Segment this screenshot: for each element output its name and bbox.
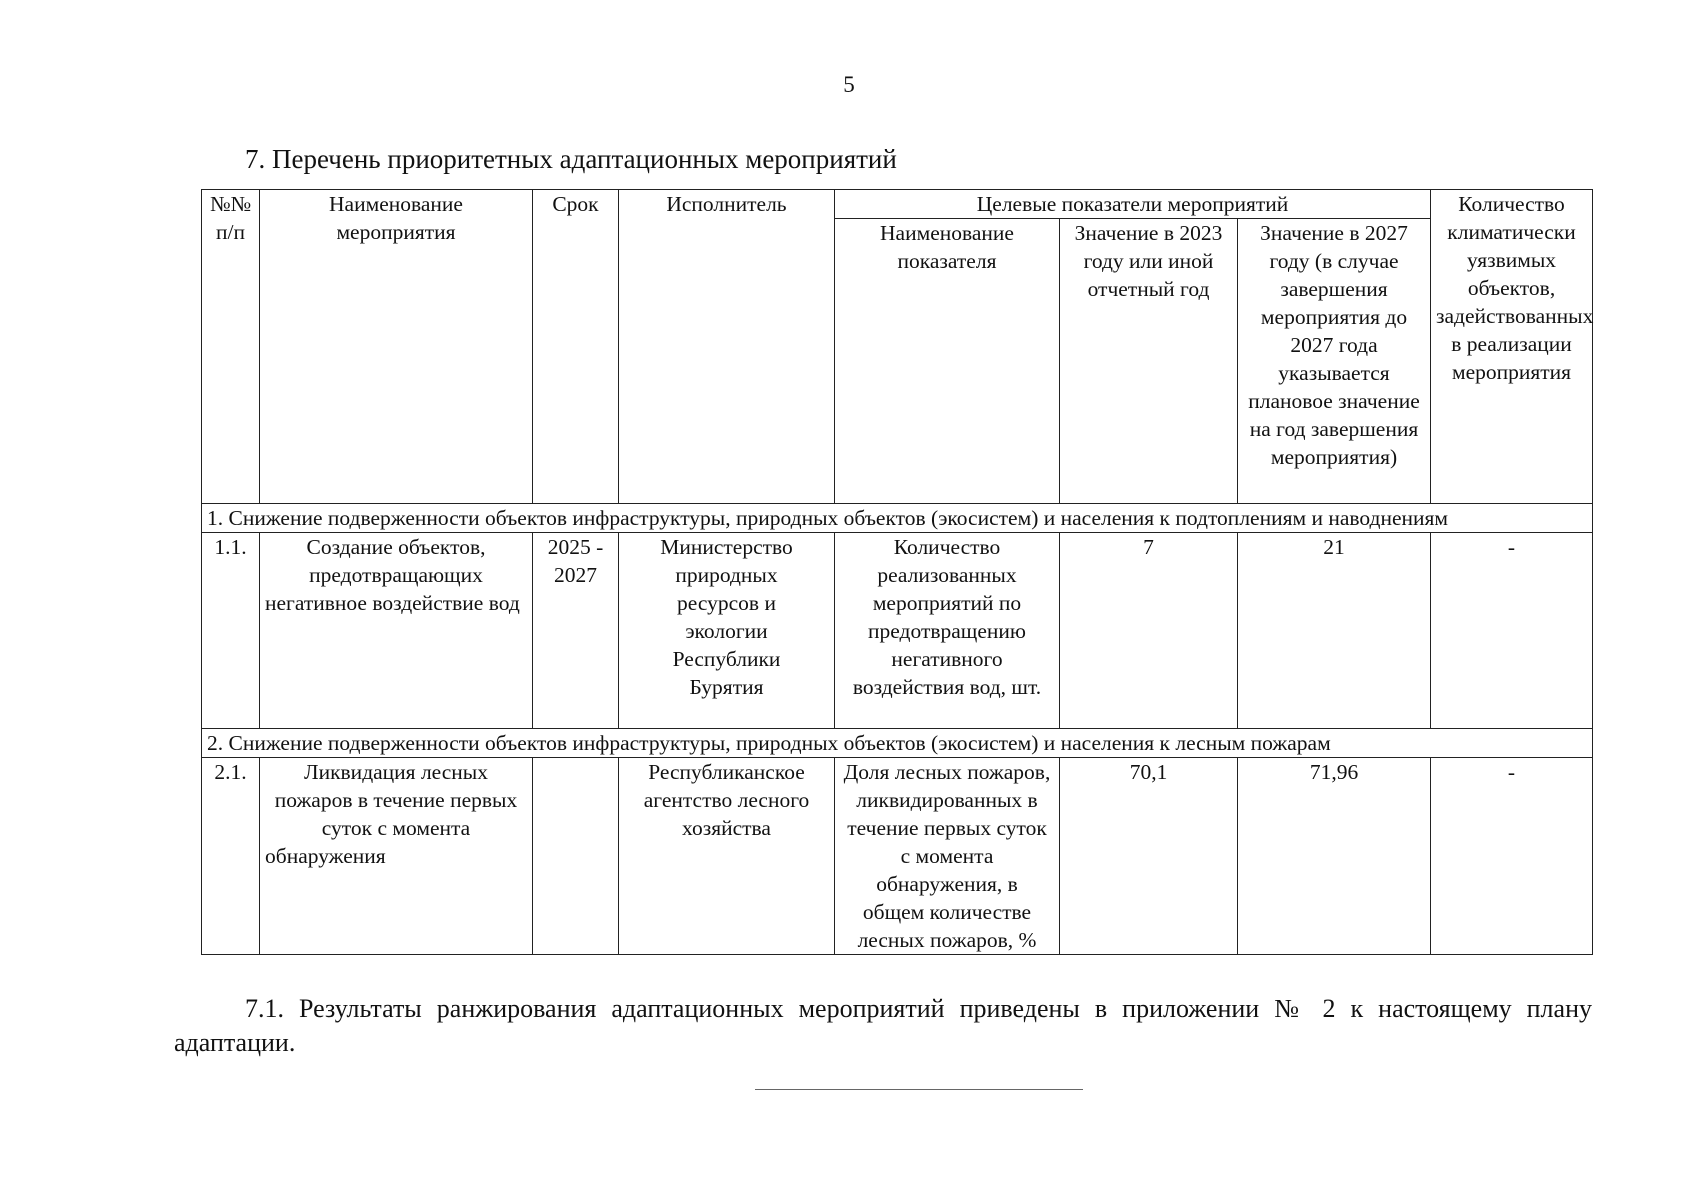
group-title-1: 1. Снижение подверженности объектов инфраструктуры, природных объектов (экосистем) и населения к подтоплениям и наводнениям <box>202 504 1593 533</box>
row-value-base: 7 <box>1060 533 1238 729</box>
header-executor: Исполнитель <box>619 190 835 504</box>
table-row <box>202 758 1593 955</box>
row-indicator: Количество реализованных мероприятий по предотвращению негативного воздействия вод, шт. <box>835 533 1060 729</box>
row-executor: Министерство природных ресурсов и экологии Республики Бурятия <box>619 533 835 729</box>
row-value-base: 70,1 <box>1060 758 1238 955</box>
row-num: 1.1. <box>202 533 260 729</box>
header-indicator-name: Наименование показателя <box>835 219 1060 504</box>
header-num: №№ п/п <box>202 190 260 504</box>
row-objects-count: - <box>1431 533 1593 729</box>
page-number: 5 <box>843 72 855 97</box>
header-term: Срок <box>533 190 619 504</box>
header-objects-count: Количество климатически уязвимых объектов, задействованных в реализации мероприятия <box>1431 190 1593 504</box>
row-executor: Республиканское агентство лесного хозяйства <box>619 758 835 955</box>
row-objects-count: - <box>1431 758 1593 955</box>
header-row <box>202 190 1593 219</box>
measures-table <box>201 189 1593 955</box>
end-divider <box>755 1089 1083 1090</box>
header-targets-group: Целевые показатели мероприятий <box>835 190 1431 219</box>
header-name: Наименование мероприятия <box>260 190 533 504</box>
row-name: Ликвидация лесных пожаров в течение первых суток с момента обнаружения <box>260 758 533 955</box>
row-value-2027: 71,96 <box>1238 758 1431 955</box>
row-value-2027: 21 <box>1238 533 1431 729</box>
row-term: 2025 - 2027 <box>533 533 619 729</box>
results-paragraph: 7.1. Результаты ранжирования адаптационных мероприятий приведены в приложении № 2 к настоящему плану адаптации. <box>174 994 1592 1057</box>
row-indicator: Доля лесных пожаров, ликвидированных в течение первых суток с момента обнаружения, в общем количестве лесных пожаров, % <box>835 758 1060 955</box>
row-num: 2.1. <box>202 758 260 955</box>
group-row <box>202 504 1593 533</box>
row-term <box>533 758 619 955</box>
header-value-base: Значение в 2023 году или иной отчетный год <box>1060 219 1238 504</box>
row-name: Создание объектов, предотвращающих негативное воздействие вод <box>260 533 533 729</box>
group-title-2: 2. Снижение подверженности объектов инфраструктуры, природных объектов (экосистем) и населения к лесным пожарам <box>202 729 1593 758</box>
table-row <box>202 533 1593 729</box>
section-title: 7. Перечень приоритетных адаптационных мероприятий <box>245 144 897 174</box>
header-value-2027: Значение в 2027 году (в случае завершения мероприятия до 2027 года указывается плановое значение на год завершения мероприятия) <box>1238 219 1431 504</box>
group-row <box>202 729 1593 758</box>
